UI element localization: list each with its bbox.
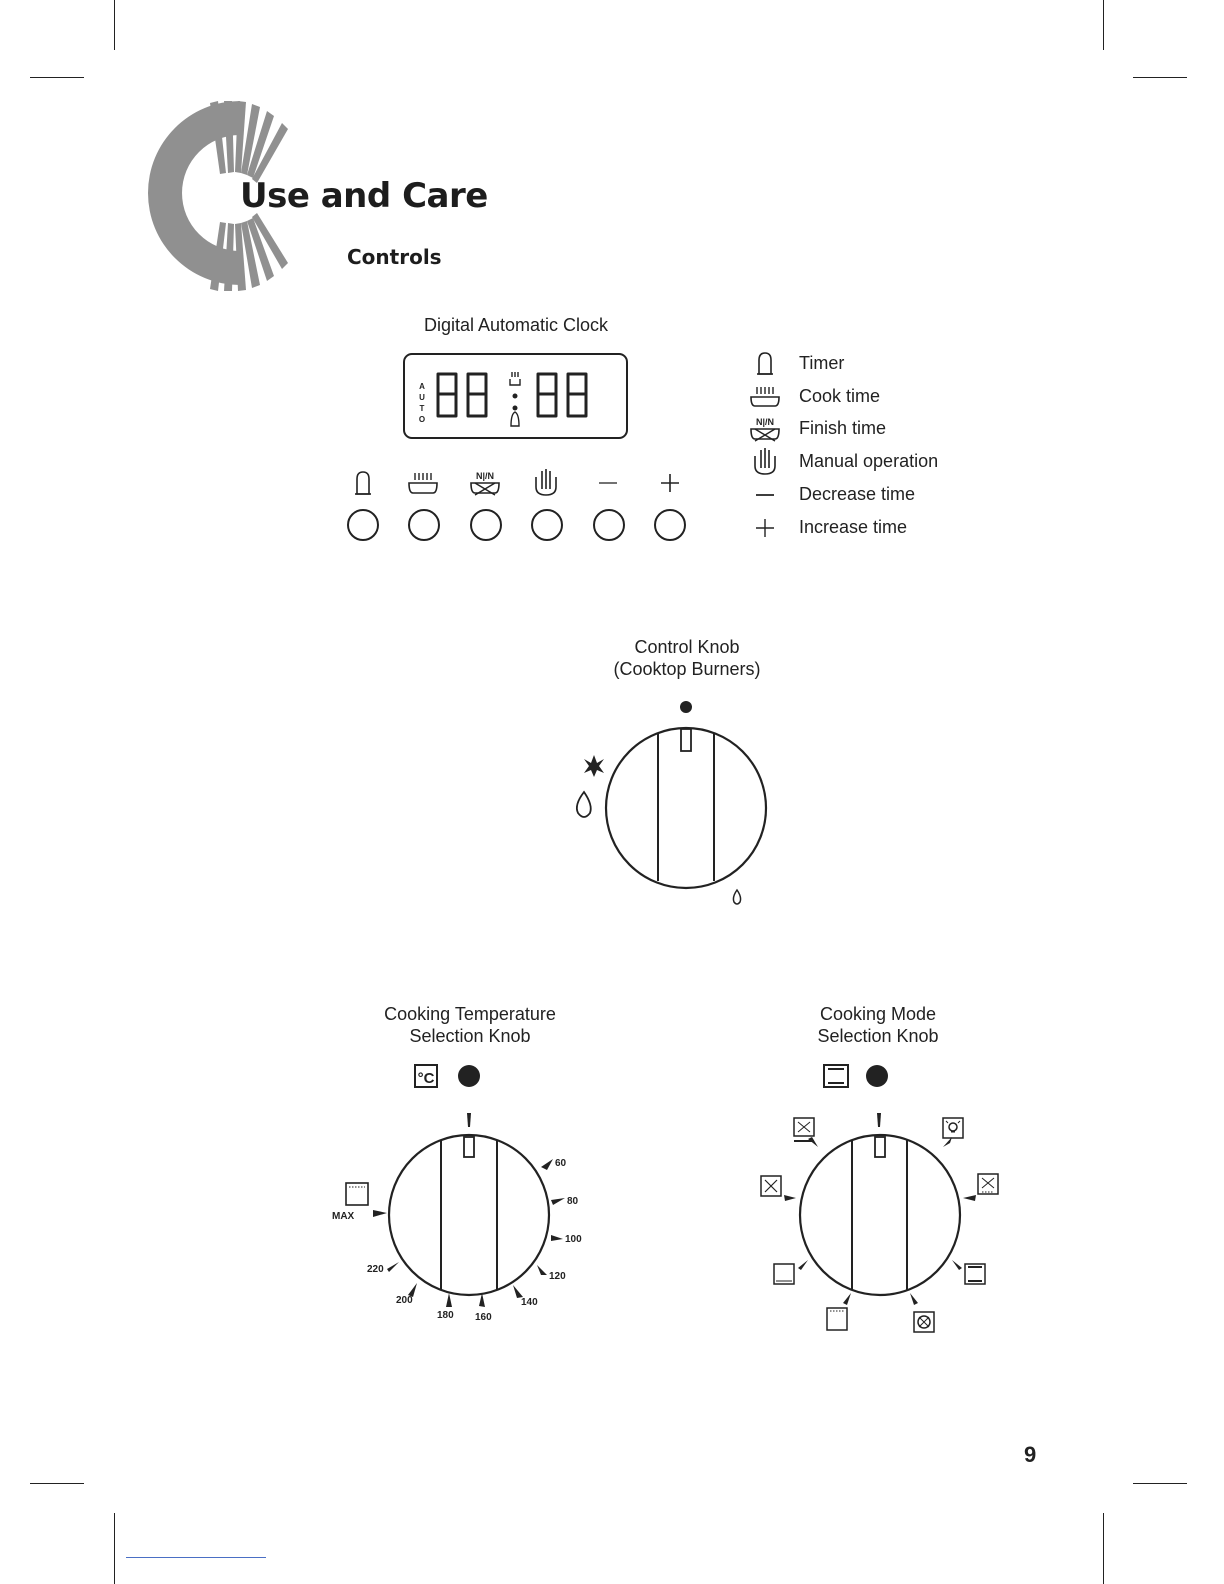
crop-mark — [114, 1513, 115, 1584]
bottom-heat-icon — [774, 1264, 794, 1284]
off-position-dot — [680, 701, 692, 713]
max-oven-icon — [346, 1183, 368, 1205]
cooktop-burner-knob[interactable] — [560, 695, 780, 915]
cook-time-icon — [748, 382, 782, 412]
legend-item — [748, 414, 988, 444]
temp-tick-220: 220 — [367, 1264, 384, 1275]
manual-operation-icon — [528, 467, 564, 499]
celsius-unit: °C — [417, 1070, 435, 1087]
legend-item — [748, 480, 988, 510]
ignition-spark-icon — [584, 755, 604, 777]
minus-icon — [748, 480, 782, 510]
bell-icon — [345, 467, 381, 499]
plus-icon — [748, 513, 782, 543]
legend-item — [748, 349, 988, 379]
crop-mark — [1133, 1483, 1187, 1484]
temp-knob-label-line2: Selection Knob — [409, 1026, 531, 1046]
page-title: Use and Care — [240, 176, 488, 216]
legend-label: Manual operation — [799, 451, 939, 471]
svg-text:U: U — [419, 393, 425, 402]
legend-item — [748, 382, 988, 412]
clock-display — [402, 352, 630, 442]
mode-knob-label-line1: Cooking Mode — [819, 1004, 937, 1024]
legend-label: Finish time — [799, 418, 887, 438]
small-flame-icon — [733, 890, 740, 904]
crop-mark — [1103, 1513, 1104, 1584]
decrease-time-button[interactable] — [593, 509, 625, 541]
plus-icon — [652, 467, 688, 499]
conventional-oven-icon — [827, 1308, 847, 1330]
temp-tick-180: 180 — [437, 1310, 454, 1321]
cooktop-knob-label — [567, 636, 807, 680]
svg-text:N|/N: N|/N — [475, 471, 495, 481]
temp-tick-140: 140 — [521, 1297, 538, 1308]
legend-item — [748, 447, 988, 477]
legend-label: Cook time — [799, 386, 881, 406]
page-number: 9 — [1024, 1442, 1037, 1467]
legend-label: Decrease time — [799, 484, 916, 504]
svg-text:O: O — [418, 415, 426, 424]
cook-time-button[interactable] — [408, 509, 440, 541]
large-flame-icon — [577, 792, 591, 817]
mode-indicator-light — [866, 1065, 888, 1087]
crop-mark — [30, 1483, 84, 1484]
svg-text:N|/N: N|/N — [755, 417, 775, 427]
manual-operation-button[interactable] — [531, 509, 563, 541]
legend-label: Increase time — [799, 517, 908, 537]
clock-label: Digital Automatic Clock — [423, 315, 609, 335]
finish-time-icon — [748, 414, 782, 444]
fan-bake-icon — [761, 1176, 781, 1196]
crop-mark — [30, 77, 84, 78]
top-bottom-heat-icon — [965, 1264, 985, 1284]
timer-button[interactable] — [347, 509, 379, 541]
fan-bottom-heat-icon — [978, 1174, 998, 1194]
finish-time-icon — [467, 467, 503, 499]
finish-time-button[interactable] — [470, 509, 502, 541]
temp-tick-200: 200 — [396, 1295, 413, 1306]
svg-text:T: T — [419, 404, 425, 413]
light-bulb-icon — [943, 1118, 963, 1138]
legend-label: Timer — [799, 353, 845, 373]
legend-item — [748, 513, 988, 543]
increase-time-button[interactable] — [654, 509, 686, 541]
svg-text:A: A — [419, 382, 425, 391]
temp-tick-120: 120 — [549, 1271, 566, 1282]
cooking-mode-knob[interactable] — [740, 1055, 1030, 1345]
defrost-icon — [914, 1312, 934, 1332]
mode-knob-label — [758, 1003, 998, 1047]
mode-knob-label-line2: Selection Knob — [817, 1026, 939, 1046]
temp-tick-80: 80 — [567, 1196, 579, 1207]
bell-icon — [748, 349, 782, 379]
manual-operation-icon — [748, 447, 782, 477]
temp-tick-max: MAX — [332, 1211, 355, 1222]
temp-tick-100: 100 — [565, 1234, 582, 1245]
cook-time-icon — [405, 467, 441, 499]
temp-tick-60: 60 — [555, 1158, 567, 1169]
section-subtitle: Controls — [347, 245, 442, 269]
temperature-knob[interactable] — [325, 1055, 615, 1345]
cooktop-knob-label-line1: Control Knob — [634, 637, 740, 657]
temp-knob-label — [350, 1003, 590, 1047]
crop-mark — [1103, 0, 1104, 50]
temp-tick-160: 160 — [475, 1312, 492, 1323]
minus-icon — [590, 467, 626, 499]
crop-mark — [1133, 77, 1187, 78]
cooktop-knob-label-line2: (Cooktop Burners) — [613, 659, 761, 679]
crop-mark — [114, 0, 115, 50]
temp-knob-label-line1: Cooking Temperature — [384, 1004, 556, 1024]
temp-indicator-light — [458, 1065, 480, 1087]
footer-rule — [126, 1557, 266, 1558]
